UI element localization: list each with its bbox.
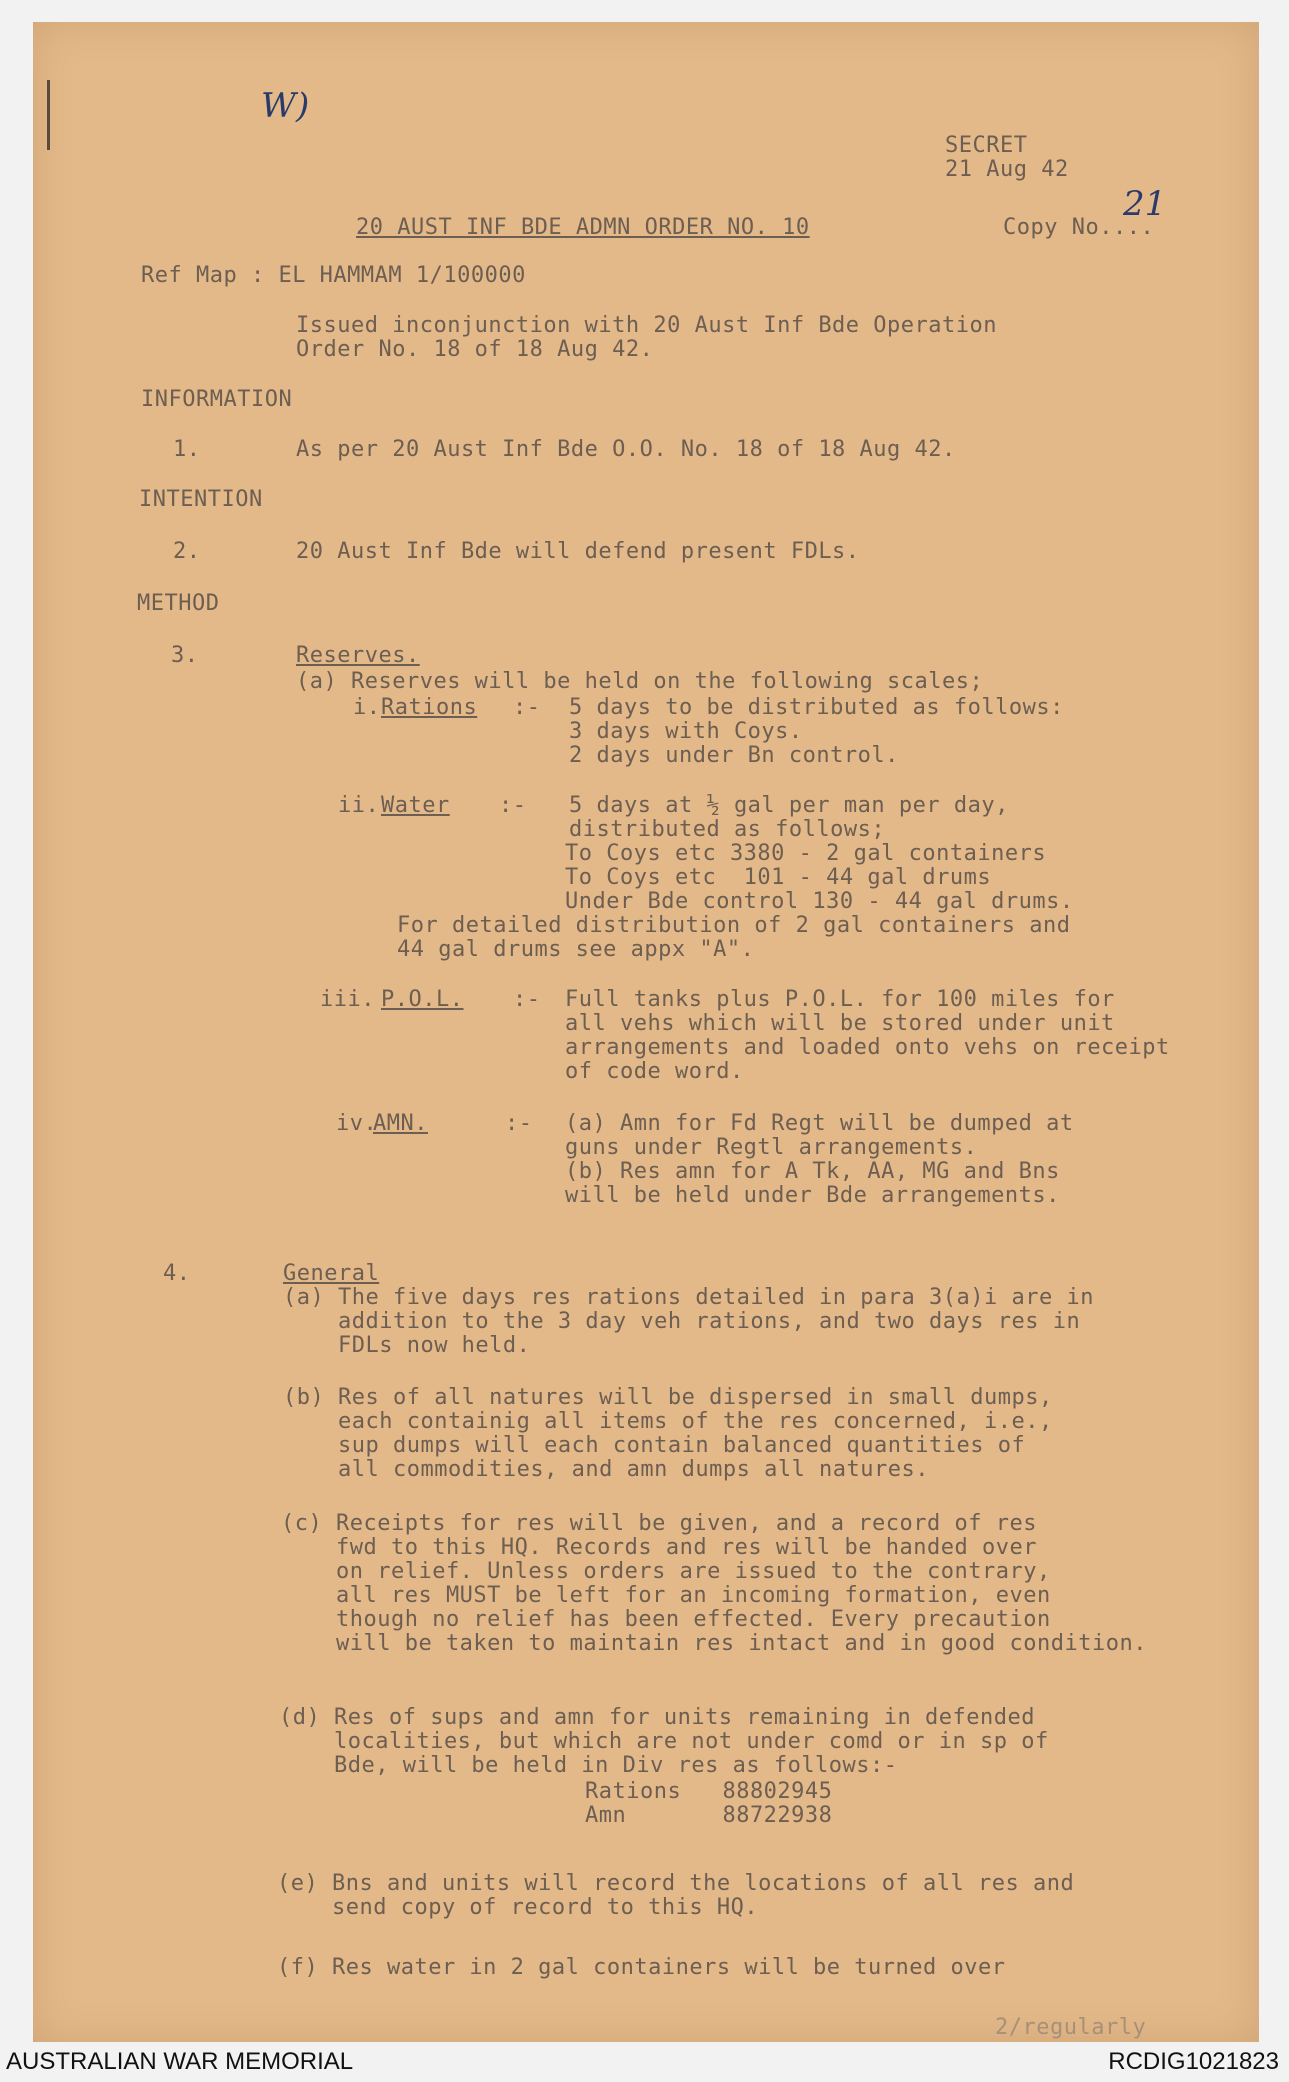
para-3-number: 3. xyxy=(171,643,199,668)
amn-line: (b) Res amn for A Tk, AA, MG and Bns xyxy=(565,1159,1060,1184)
general-e: (e) Bns and units will record the locations of all res and xyxy=(277,1871,1075,1896)
section-method: METHOD xyxy=(137,591,220,616)
general-c: though no relief has been effected. Every precaution xyxy=(281,1607,1051,1632)
div-res-rations: Rations 88802945 xyxy=(585,1779,833,1804)
general-b: all commodities, and amn dumps all natures. xyxy=(283,1457,930,1482)
general-a: (a) The five days res rations detailed in para 3(a)i are in xyxy=(283,1285,1094,1310)
water-line: To Coys etc 101 - 44 gal drums xyxy=(565,865,992,890)
section-information: INFORMATION xyxy=(141,387,293,412)
classification: SECRET xyxy=(945,133,1028,158)
general-f: (f) Res water in 2 gal containers will be turned over xyxy=(277,1955,1006,1980)
pol-line: Full tanks plus P.O.L. for 100 miles for xyxy=(565,987,1115,1012)
general-c: will be taken to maintain res intact and in good condition. xyxy=(281,1631,1147,1656)
issued-line-1: Issued inconjunction with 20 Aust Inf Bde Operation xyxy=(296,313,998,338)
amn-sep: :- xyxy=(505,1111,533,1136)
footer-credit: AUSTRALIAN WAR MEMORIAL xyxy=(6,2048,354,2075)
water-line: distributed as follows; xyxy=(569,817,886,842)
amn-line: will be held under Bde arrangements. xyxy=(565,1183,1060,1208)
water-label: Water xyxy=(381,793,450,818)
general-d: localities, but which are not under comd or in sp of xyxy=(279,1729,1049,1754)
general-b: (b) Res of all natures will be dispersed in small dumps, xyxy=(283,1385,1053,1410)
pol-label: P.O.L. xyxy=(381,987,464,1012)
reserves-heading: Reserves. xyxy=(296,643,420,668)
pol-sep: :- xyxy=(513,987,541,1012)
document-sheet xyxy=(33,22,1259,2042)
general-b: each containig all items of the res concerned, i.e., xyxy=(283,1409,1053,1434)
general-b: sup dumps will each contain balanced quantities of xyxy=(283,1433,1026,1458)
water-line: Under Bde control 130 - 44 gal drums. xyxy=(565,889,1074,914)
pol-number: iii. xyxy=(320,987,375,1012)
amn-label: AMN. xyxy=(373,1111,428,1136)
amn-number: iv. xyxy=(336,1111,378,1136)
general-c: on relief. Unless orders are issued to the contrary, xyxy=(281,1559,1051,1584)
para-1-number: 1. xyxy=(173,437,201,462)
water-sep: :- xyxy=(499,793,527,818)
para-2-number: 2. xyxy=(173,539,201,564)
handwritten-copy-no: 21 xyxy=(1123,184,1167,224)
issued-line-2: Order No. 18 of 18 Aug 42. xyxy=(296,337,654,362)
section-intention: INTENTION xyxy=(139,487,263,512)
water-after: 44 gal drums see appx "A". xyxy=(397,937,755,962)
para-1-text: As per 20 Aust Inf Bde O.O. No. 18 of 18 Aug 42. xyxy=(296,437,956,462)
copy-number: Copy No.... xyxy=(1003,215,1155,240)
general-heading: General xyxy=(283,1261,380,1286)
div-res-amn: Amn 88722938 xyxy=(585,1803,833,1828)
rations-label: Rations xyxy=(381,695,478,720)
reserves-a: (a) Reserves will be held on the following scales; xyxy=(296,669,984,694)
water-line: 5 days at ½ gal per man per day, xyxy=(569,793,1009,818)
document-date: 21 Aug 42 xyxy=(945,157,1069,182)
general-d: Bde, will be held in Div res as follows:- xyxy=(279,1753,898,1778)
continuation-marker: 2/regularly xyxy=(995,2015,1147,2040)
rations-sep: :- xyxy=(513,695,541,720)
document-title: 20 AUST INF BDE ADMN ORDER NO. 10 xyxy=(356,215,810,240)
rations-line: 5 days to be distributed as follows: xyxy=(569,695,1064,720)
left-edge-mark xyxy=(47,80,50,150)
general-e: send copy of record to this HQ. xyxy=(277,1895,759,1920)
amn-line: (a) Amn for Fd Regt will be dumped at xyxy=(565,1111,1074,1136)
pol-line: of code word. xyxy=(565,1059,744,1084)
handwritten-note: W) xyxy=(261,86,310,126)
general-d: (d) Res of sups and amn for units remaining in defended xyxy=(279,1705,1035,1730)
general-c: all res MUST be left for an incoming formation, even xyxy=(281,1583,1051,1608)
general-c: (c) Receipts for res will be given, and a record of res xyxy=(281,1511,1037,1536)
para-2-text: 20 Aust Inf Bde will defend present FDLs. xyxy=(296,539,860,564)
rations-number: i. xyxy=(353,695,381,720)
general-c: fwd to this HQ. Records and res will be handed over xyxy=(281,1535,1037,1560)
pol-line: all vehs which will be stored under unit xyxy=(565,1011,1115,1036)
rations-line: 2 days under Bn control. xyxy=(569,743,899,768)
water-after: For detailed distribution of 2 gal containers and xyxy=(397,913,1071,938)
general-a: FDLs now held. xyxy=(283,1333,531,1358)
para-4-number: 4. xyxy=(163,1261,191,1286)
amn-line: guns under Regtl arrangements. xyxy=(565,1135,978,1160)
pol-line: arrangements and loaded onto vehs on receipt xyxy=(565,1035,1170,1060)
general-a: addition to the 3 day veh rations, and two days res in xyxy=(283,1309,1081,1334)
water-number: ii. xyxy=(338,793,380,818)
rations-line: 3 days with Coys. xyxy=(569,719,803,744)
ref-map: Ref Map : EL HAMMAM 1/100000 xyxy=(141,263,526,288)
footer-id: RCDIG1021823 xyxy=(1108,2048,1279,2075)
water-line: To Coys etc 3380 - 2 gal containers xyxy=(565,841,1047,866)
